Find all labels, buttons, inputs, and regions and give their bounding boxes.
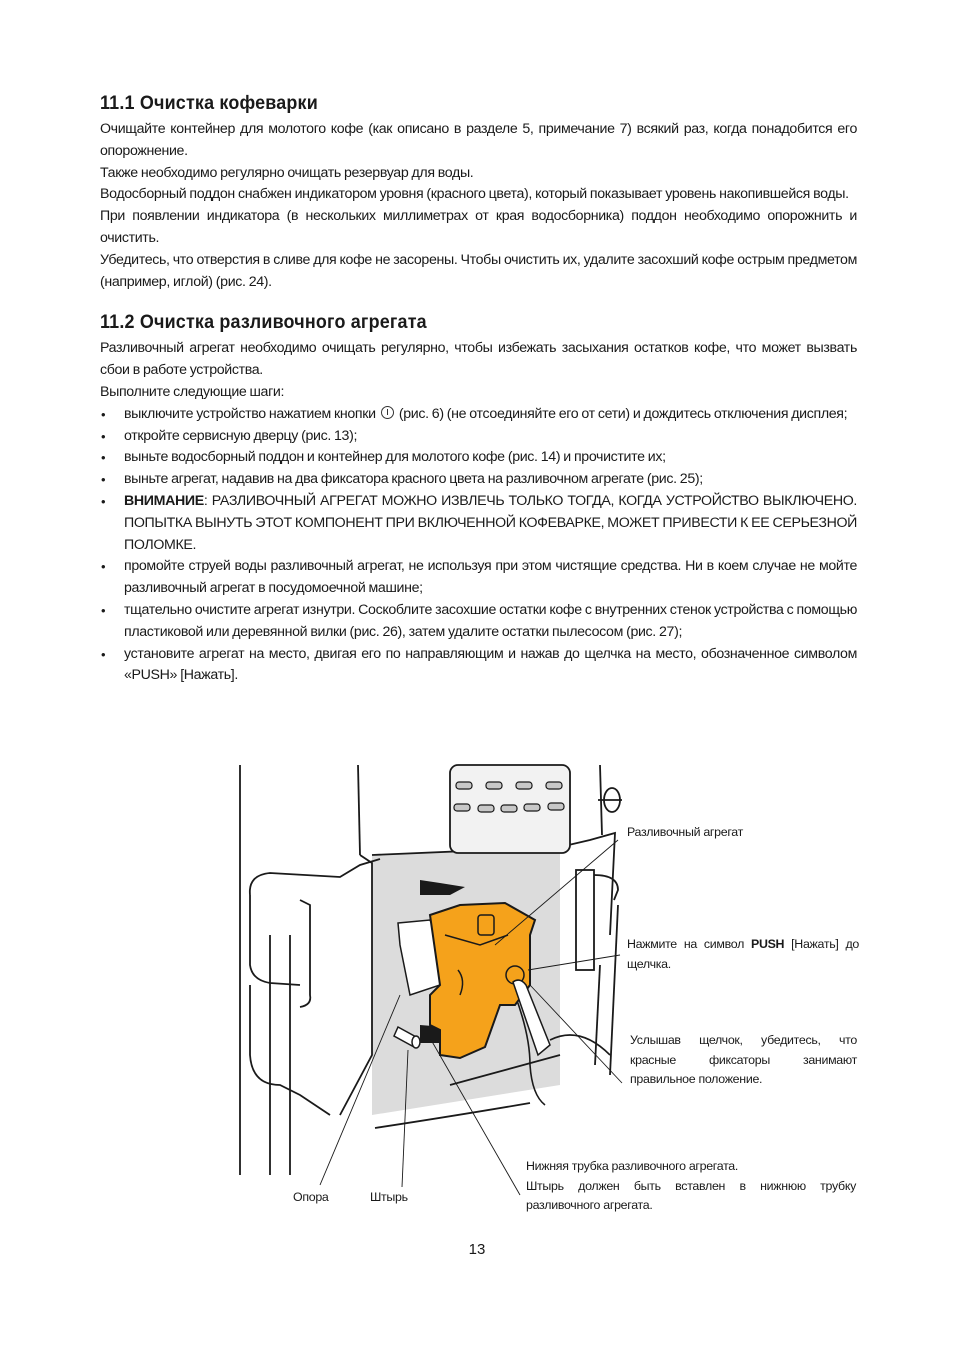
caption-pin: Штырь	[370, 1190, 408, 1204]
section-11-1-title: 11.1 Очистка кофеварки	[100, 92, 318, 114]
section-11-2-title: 11.2 Очистка разливочного агрегата	[100, 311, 427, 334]
bullet-icon: •	[101, 602, 106, 618]
brew-unit-illustration	[230, 755, 870, 1225]
steps-label: Выполните следующие шаги:	[100, 383, 285, 400]
warning-label: ВНИМАНИЕ	[124, 492, 204, 509]
list-item: • выньте агрегат, надавив на два фиксатора красного цвета на разливочном агрегате (рис. 25);	[100, 469, 857, 491]
list-item: • выньте водосборный поддон и контейнер для молотого кофе (рис. 14) и прочистите их;	[100, 447, 857, 469]
bullet-icon: •	[101, 646, 106, 662]
list-item: • выключите устройство нажатием кнопки (рис. 6) (не отсоединяйте его от сети) и дождитесь отключения дисплея;	[100, 404, 857, 426]
list-item: • тщательно очистите агрегат изнутри. Соскоблите засохшие остатки кофе с внутренних стенок устройства с помощью пластиковой или деревянной вилки (рис. 26), затем удалите остатки пылесосом (рис. 27);	[101, 601, 857, 640]
list-item: • установите агрегат на место, двигая его по направляющим и нажав до щелчка на место, обозначенное символом «PUSH» [Нажать].	[101, 645, 857, 684]
caption-brew-unit: Разливочный агрегат	[627, 825, 743, 839]
caption-lower-tube: Нижняя трубка разливочного агрегата. Штырь должен быть вставлен в нижнюю трубку разливочного агрегата.	[526, 1159, 856, 1212]
document-page	[100, 92, 857, 687]
bullet-icon: •	[101, 493, 106, 509]
list-item: • откройте сервисную дверцу (рис. 13);	[100, 426, 857, 448]
bullet-icon: •	[101, 428, 106, 444]
bullet-icon: •	[101, 559, 106, 575]
bullet-icon: •	[101, 406, 106, 422]
caption-support: Опора	[293, 1190, 329, 1204]
warning-item: • ВНИМАНИЕ: РАЗЛИВОЧНЫЙ АГРЕГАТ МОЖНО ИЗВЛЕЧЬ ТОЛЬКО ТОГДА, КОГДА УСТРОЙСТВО ВЫКЛЮЧЕНО. ПОПЫТКА ВЫНУТЬ ЭТОТ КОМПОНЕНТ ПРИ ВКЛЮЧЕННОЙ КОФЕВАРКЕ, МОЖЕТ ПРИВЕСТИ К ЕЕ СЕРЬЕЗНОЙ ПОЛОМКЕ.	[101, 492, 857, 553]
power-icon	[381, 406, 394, 419]
caption-click: Услышав щелчок, убедитесь, что красные фиксаторы занимают правильное положение.	[630, 1033, 857, 1086]
intro-paragraph: Разливочный агрегат необходимо очищать регулярно, чтобы избежать засыхания остатков кофе, что может вызвать сбои в работе устройства.	[100, 340, 857, 379]
list-item: • промойте струей воды разливочный агрегат, не используя при этом чистящие средства. Ни в коем случае не мойте разливочный агрегат в посудомоечной машине;	[101, 558, 857, 597]
push-label: PUSH	[750, 937, 785, 951]
paragraph: Водосборный поддон снабжен индикатором уровня (красного цвета), который показывает уровень накопившейся воды.	[100, 186, 849, 203]
steps-list	[100, 404, 857, 687]
illustration-svg	[230, 755, 870, 1225]
caption-push: Нажмите на символ PUSH [Нажать] до щелчка.	[627, 937, 859, 971]
page-number: 13	[468, 1241, 486, 1258]
paragraph: Убедитесь, что отверстия в сливе для кофе не засорены. Чтобы очистить их, удалите засохший кофе острым предметом (например, иглой) (рис. 24).	[100, 251, 857, 290]
bullet-icon: •	[101, 450, 106, 466]
paragraph: При появлении индикатора (в нескольких миллиметрах от края водосборника) поддон необходимо опорожнить и очистить.	[100, 208, 857, 246]
paragraph: Также необходимо регулярно очищать резервуар для воды.	[100, 164, 474, 181]
paragraph: Очищайте контейнер для молотого кофе (как описано в разделе 5, примечание 7) всякий раз, когда понадобится его опорожнение.	[100, 121, 857, 159]
bullet-icon: •	[101, 472, 106, 488]
